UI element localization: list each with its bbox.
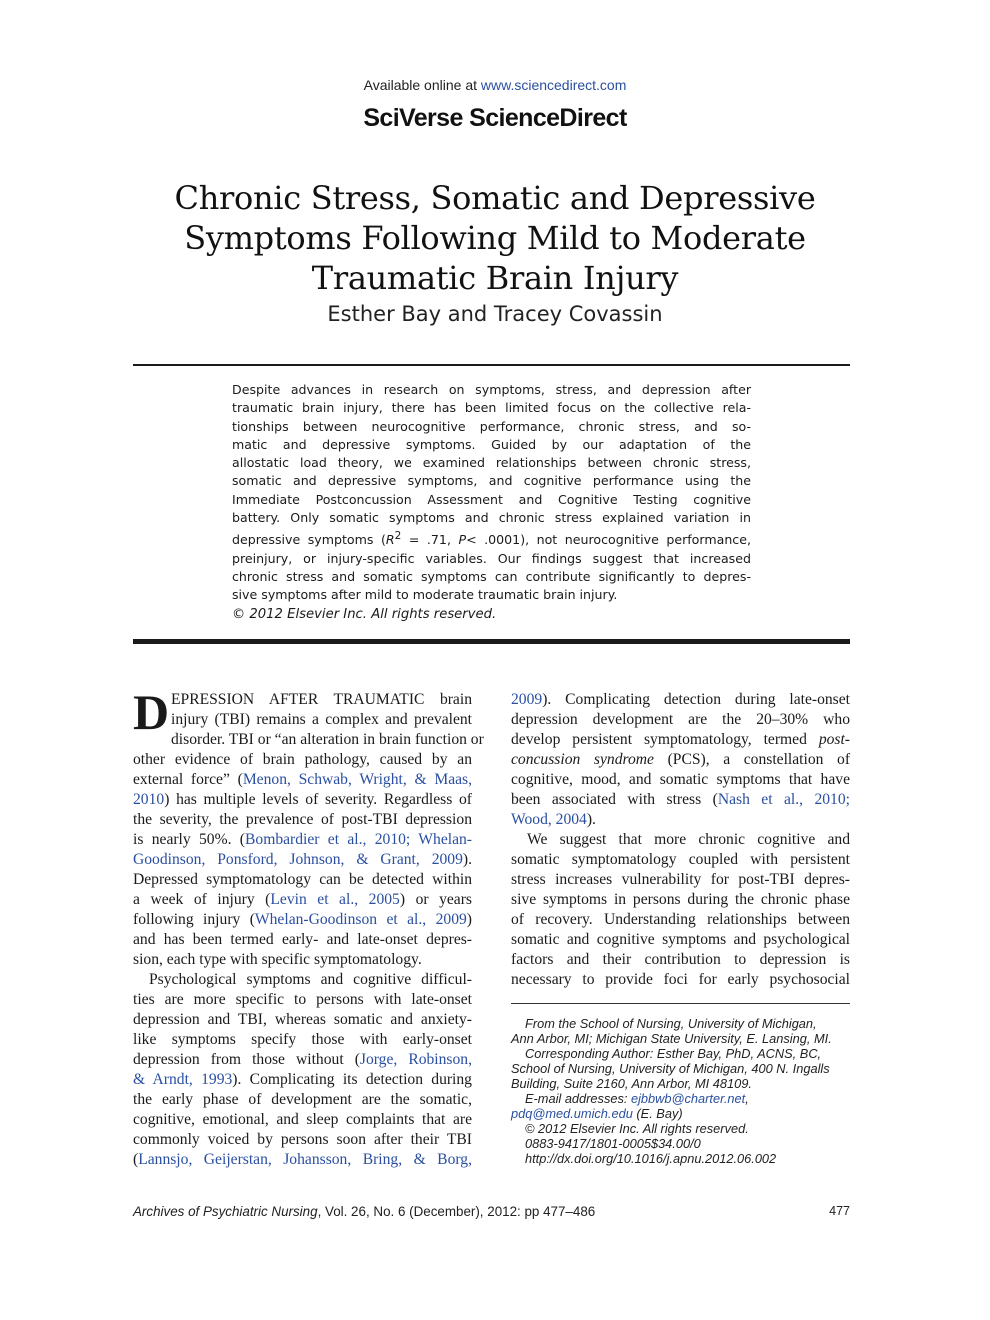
citation-link[interactable]: Wood, 2004 bbox=[511, 811, 587, 828]
footnote-line: Building, Suite 2160, Ann Arbor, MI 48109. bbox=[511, 1076, 752, 1091]
article-authors: Esther Bay and Tracey Covassin bbox=[327, 302, 663, 326]
publisher-brand: SciVerse ScienceDirect bbox=[363, 104, 627, 132]
body-line: EPRESSION AFTER TRAUMATIC brain bbox=[171, 691, 472, 708]
footnote-line: From the School of Nursing, University of Michigan, bbox=[525, 1016, 817, 1031]
text-run: ). Complicating detection during late-onset bbox=[542, 691, 850, 708]
body-column-left bbox=[133, 684, 484, 1170]
abstract-line: Immediate Postconcussion Assessment and Cognitive Testing cognitive bbox=[232, 491, 751, 507]
text-run: depression from those without ( bbox=[133, 1051, 360, 1068]
drop-cap: D bbox=[133, 684, 170, 740]
citation-link[interactable]: 2010 bbox=[133, 791, 165, 808]
abstract-stat-line bbox=[232, 527, 751, 549]
body-line: necessary to provide foci for early psychosocial bbox=[511, 971, 850, 988]
abstract-copyright: © 2012 Elsevier Inc. All rights reserved. bbox=[232, 606, 497, 622]
body-line: cognitive, mood, and somatic symptoms that have bbox=[511, 771, 850, 788]
abstract-line: somatic and depressive symptoms, and cognitive performance using the bbox=[232, 473, 751, 489]
body-line bbox=[511, 810, 850, 830]
citation-link[interactable]: Bombardier et al., 2010; Whelan- bbox=[245, 831, 472, 848]
footnote-line: Corresponding Author: Esther Bay, PhD, ACNS, BC, bbox=[525, 1046, 822, 1061]
text-run: been associated with stress ( bbox=[511, 791, 718, 808]
abstract-line: chronic stress and somatic symptoms can contribute significantly to depres- bbox=[232, 569, 751, 585]
abstract-line: preinjury, or injury-specific variables. Our findings suggest that increased bbox=[232, 550, 751, 566]
citation-link[interactable]: Menon, Schwab, Wright, & Maas, bbox=[242, 771, 473, 788]
abstract-line: allostatic load theory, we examined relationships between chronic stress, bbox=[232, 455, 751, 471]
footnote-line bbox=[511, 1106, 850, 1121]
footnote-line bbox=[511, 1091, 850, 1106]
abstract-line: matic and depressive symptoms. Guided by our adaptation of the bbox=[232, 436, 751, 452]
body-line bbox=[133, 1050, 472, 1070]
text-run: develop persistent symptomatology, termed bbox=[511, 731, 819, 748]
body-line: Psychological symptoms and cognitive difficul- bbox=[149, 971, 472, 988]
body-line: somatic symptomatology coupled with persistent bbox=[511, 851, 850, 868]
body-line: other evidence of brain pathology, caused by an bbox=[133, 751, 472, 768]
footnote-line: School of Nursing, University of Michigan, 400 N. Ingalls bbox=[511, 1061, 830, 1076]
footnote-line: Ann Arbor, MI; Michigan State University, E. Lansing, MI. bbox=[511, 1031, 832, 1046]
abstract-line: battery. Only somatic symptoms and chronic stress explained variation in bbox=[232, 510, 751, 526]
text-run: ). bbox=[586, 811, 596, 828]
text-run: ( bbox=[133, 1151, 139, 1168]
body-line bbox=[133, 910, 472, 930]
citation-link[interactable]: & Arndt, 1993 bbox=[133, 1071, 233, 1088]
body-line: of recovery. Understanding relationships between bbox=[511, 911, 850, 928]
abstract-line: tionships between neurocognitive performance, chronic stress, and so- bbox=[232, 418, 751, 434]
citation-link[interactable]: Jorge, Robinson, bbox=[359, 1051, 472, 1068]
body-line: the severity, the prevalence of post-TBI depression bbox=[133, 811, 472, 828]
email-link[interactable]: ejbbwb@charter.net bbox=[630, 1091, 746, 1106]
body-line bbox=[133, 1070, 472, 1090]
text-run: following injury ( bbox=[133, 911, 255, 928]
body-line: the early phase of development are the somatic, bbox=[133, 1091, 472, 1108]
text-run: is nearly 50%. ( bbox=[133, 831, 245, 848]
sciencedirect-link[interactable]: www.sciencedirect.com bbox=[480, 77, 627, 93]
citation-details: , Vol. 26, No. 6 (December), 2012: pp 477–486 bbox=[317, 1204, 596, 1219]
footnote-line: 0883-9417/1801-0005$34.00/0 bbox=[525, 1136, 701, 1151]
citation-link[interactable]: Whelan-Goodinson et al., 2009 bbox=[254, 911, 467, 928]
body-line bbox=[511, 690, 850, 710]
body-line bbox=[133, 1150, 472, 1170]
body-line: depression and TBI, whereas somatic and anxiety- bbox=[133, 1011, 472, 1028]
body-line bbox=[511, 750, 850, 770]
text-run: ). Complicating its detection during bbox=[232, 1071, 472, 1088]
emphasis-run: concussion syndrome bbox=[511, 751, 654, 768]
stat-post: < .0001), not neurocognitive performance, bbox=[466, 532, 751, 548]
stat-sup: 2 bbox=[394, 530, 402, 543]
abstract bbox=[232, 381, 751, 624]
abstract-top-rule bbox=[133, 364, 850, 366]
text-run: ) has multiple levels of severity. Regardless of bbox=[164, 791, 472, 808]
text-run: (PCS), a constellation of bbox=[653, 751, 851, 768]
page-number: 477 bbox=[829, 1204, 850, 1218]
citation-link[interactable]: Lannsjo, Geijerstan, Johansson, Bring, & Borg, bbox=[138, 1151, 472, 1168]
abstract-bottom-rule bbox=[133, 639, 850, 644]
emphasis-run: post- bbox=[818, 731, 850, 748]
citation-link[interactable]: Levin et al., 2005 bbox=[270, 891, 400, 908]
body-line: depression development are the 20–30% who bbox=[511, 711, 850, 728]
body-column-right bbox=[511, 690, 850, 990]
text-run: (E. Bay) bbox=[632, 1106, 683, 1121]
abstract-line: Despite advances in research on symptoms, stress, and depression after bbox=[232, 382, 751, 397]
title-line-2: Symptoms Following Mild to Moderate bbox=[184, 219, 806, 257]
page-footer bbox=[133, 1204, 850, 1219]
article-title bbox=[0, 178, 990, 298]
body-line: factors and their contribution to depression is bbox=[511, 951, 850, 968]
body-line: somatic and cognitive symptoms and psychological bbox=[511, 931, 850, 948]
body-line: sion, each type with specific symptomatology. bbox=[133, 951, 422, 968]
body-line: and has been termed early- and late-onset depres- bbox=[133, 931, 472, 948]
citation-link[interactable]: Nash et al., 2010; bbox=[717, 791, 850, 808]
body-line: ties are more specific to persons with late-onset bbox=[133, 991, 472, 1008]
citation-link[interactable]: 2009 bbox=[511, 691, 543, 708]
abstract-line: sive symptoms after mild to moderate traumatic brain injury. bbox=[232, 587, 618, 603]
stat-pre: depressive symptoms ( bbox=[232, 532, 386, 548]
abstract-line: traumatic brain injury, there has been limited focus on the collective rela- bbox=[232, 400, 751, 416]
text-run: external force” ( bbox=[133, 771, 243, 788]
body-line bbox=[133, 830, 472, 850]
stat-r: R bbox=[385, 532, 395, 548]
body-line: Depressed symptomatology can be detected within bbox=[133, 871, 472, 888]
body-line bbox=[133, 890, 472, 910]
text-run: E-mail addresses: bbox=[525, 1091, 631, 1106]
body-line bbox=[133, 790, 472, 810]
text-run: ). bbox=[462, 851, 472, 868]
footnote-line: http://dx.doi.org/10.1016/j.apnu.2012.06.002 bbox=[525, 1151, 777, 1166]
body-line: disorder. TBI or “an alteration in brain function or bbox=[171, 731, 484, 748]
text-run: ) or years bbox=[399, 891, 472, 908]
text-run: a week of injury ( bbox=[133, 891, 271, 908]
footnote-line: © 2012 Elsevier Inc. All rights reserved. bbox=[525, 1121, 749, 1136]
email-link[interactable]: pdq@med.umich.edu bbox=[511, 1106, 633, 1121]
body-line bbox=[133, 850, 472, 870]
body-line: cognitive, emotional, and sleep complaints that are bbox=[133, 1111, 472, 1128]
title-line-3: Traumatic Brain Injury bbox=[311, 259, 679, 297]
title-line-1: Chronic Stress, Somatic and Depressive bbox=[174, 179, 816, 217]
journal-name: Archives of Psychiatric Nursing bbox=[133, 1204, 318, 1219]
body-line: stress increases vulnerability for post-TBI depres- bbox=[511, 871, 850, 888]
text-run: , bbox=[745, 1091, 749, 1106]
body-line: injury (TBI) remains a complex and prevalent bbox=[171, 711, 472, 728]
text-run: ) bbox=[466, 911, 472, 928]
author-footnote bbox=[511, 1016, 850, 1166]
body-line: We suggest that more chronic cognitive and bbox=[527, 831, 850, 848]
body-line bbox=[133, 770, 472, 790]
available-online-line bbox=[0, 77, 990, 93]
stat-mid: = .71, bbox=[401, 532, 459, 548]
citation-link[interactable]: Goodinson, Ponsford, Johnson, & Grant, 2009 bbox=[133, 851, 463, 868]
footnote-rule bbox=[511, 1003, 850, 1004]
stat-p: P bbox=[458, 532, 467, 548]
body-line: commonly voiced by persons soon after their TBI bbox=[133, 1131, 472, 1148]
body-line: sive symptoms in persons during the chronic phase bbox=[511, 891, 850, 908]
body-line bbox=[511, 790, 850, 810]
available-prefix: Available online at bbox=[363, 77, 481, 93]
body-line: like symptoms specify those with early-onset bbox=[133, 1031, 472, 1048]
body-line bbox=[511, 730, 850, 750]
